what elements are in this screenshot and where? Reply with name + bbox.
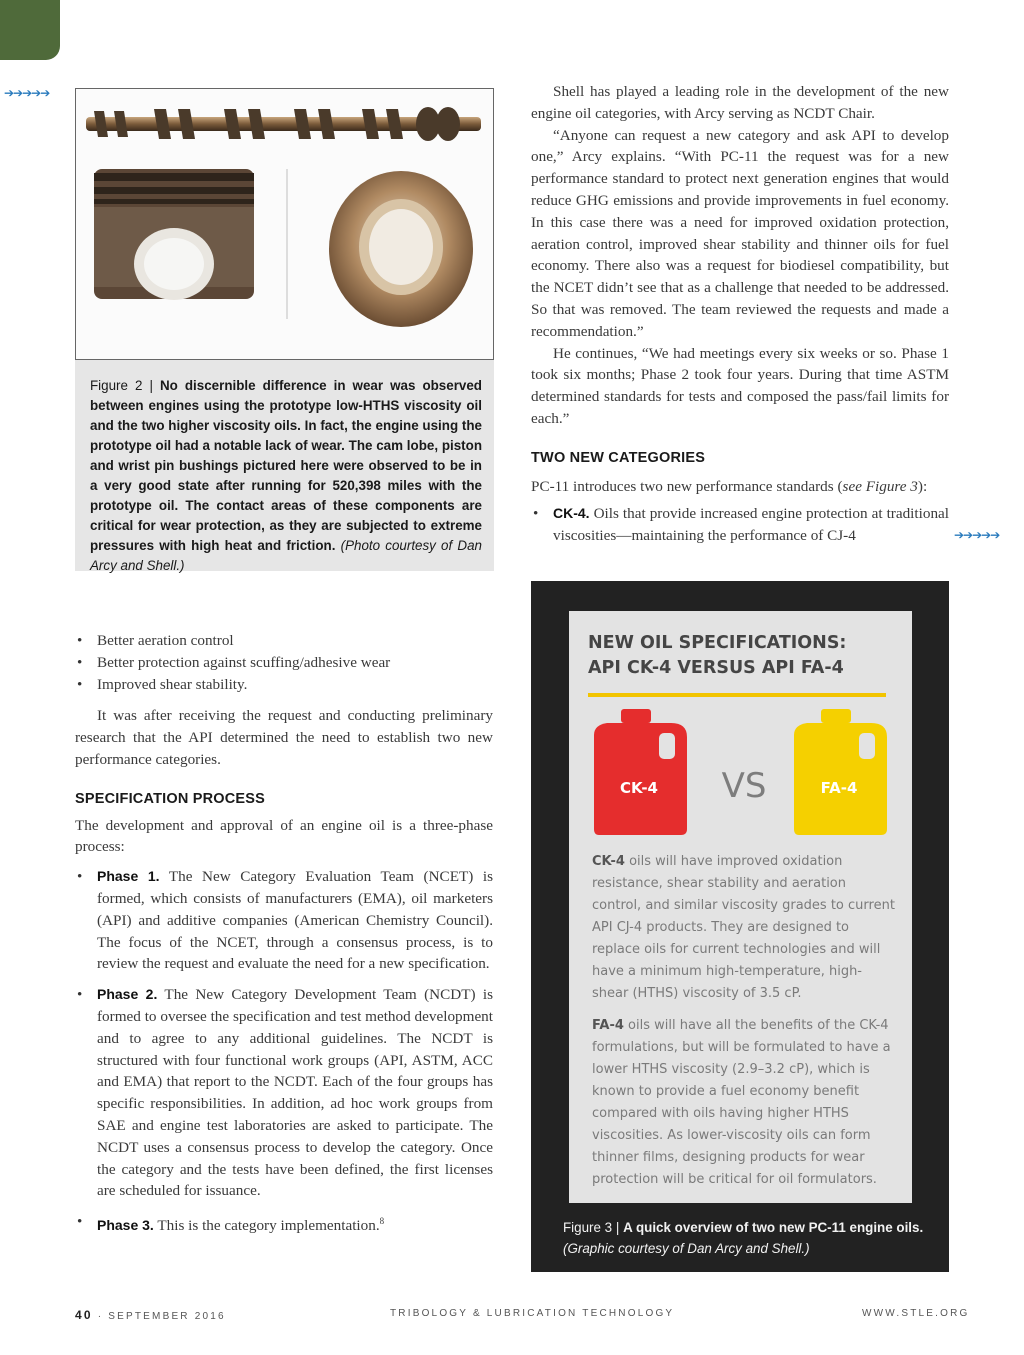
figure-3-caption <box>563 1217 933 1259</box>
fa4-jug-icon <box>794 709 887 835</box>
paragraph: Shell has played a leading role in the development of the new engine oil categories, with Arcy serving as NCDT Chair. <box>531 83 949 122</box>
engine-parts-photo <box>75 88 494 360</box>
figure-3-credit: (Graphic courtesy of Dan Arcy and Shell.) <box>563 1241 810 1256</box>
oil-jugs-graphic <box>589 707 899 837</box>
continue-arrows-icon: ➔➔➔➔➔ <box>954 528 1000 542</box>
paragraph: It was after receiving the request and conducting preliminary research that the API determined the need to establish two new performance categories. <box>75 707 493 768</box>
figure-2-caption <box>90 376 482 576</box>
fa4-description: FA-4 oils will have all the benefits of the CK-4 formulations, but will be formulated to have a lower HTHS viscosity (2.9–3.2 cP), which is known to provide a fuel economy benefit compared with oils having higher HTHS viscosities. As lower-viscosity oils can form thinner films, designing products for wear protection will be critical for oil formulators. <box>592 1018 891 1187</box>
page-number: 40 <box>75 1308 93 1322</box>
oil-spec-graphic <box>569 611 912 1203</box>
list-item: • Improved shear stability. <box>75 674 493 696</box>
section-tab <box>0 0 60 60</box>
list-item: • Phase 2. The New Category Development Team (NCDT) is formed to oversee the specification and test method development and to agree to any additional guidelines. The NCDT is structured with four functional work groups (API, ASTM, ACC and EMA) that report to the NCDT. Each of the four groups has specific responsibilities. In addition, ad hoc work groups from SAE and engine test laboratories are asked to participate. The NCDT uses a consensus process to develop the category. Once the category and the tests have been defined, the first licenses are scheduled for issuance. <box>75 984 493 1202</box>
list-item: • Phase 3. This is the category implementation.$^8$ <box>75 1211 493 1237</box>
figure-3 <box>531 581 949 1272</box>
figure-3-label: Figure 3 | <box>563 1220 620 1235</box>
list-item: • Better aeration control <box>75 630 493 652</box>
paragraph: He continues, “We had meetings every six weeks or so. Phase 1 took six months; Phase 2 took four years. During that time ASTM determined standards for tests and composed the pass/fail limits for each.” <box>531 344 949 427</box>
improvement-list <box>75 630 493 695</box>
title-underline <box>588 693 886 697</box>
continue-arrows-icon: ➔➔➔➔➔ <box>4 86 50 100</box>
vs-label: VS <box>721 766 767 806</box>
figure-2-caption-text: No discernible difference in wear was observed between engines using the prototype low-HTHS viscosity oil and the two higher viscosity oils. In fact, the engine using the prototype oil had a notable lack of wear. The cam lobe, piston and wrist pin bushings pictured here were observed to be in a very good state after running for 520,398 miles with the prototype oil. The contact areas of these components are critical for wear protection, as they are subjected to extreme pressures with high heat and friction. <box>90 378 482 553</box>
right-column-text <box>531 81 949 547</box>
issue-date: SEPTEMBER 2016 <box>108 1311 226 1322</box>
left-column-text <box>75 630 493 1237</box>
ck4-jug-icon <box>594 709 687 835</box>
intro-paragraph: PC-11 introduces two new performance standards (see Figure 3): <box>531 477 928 495</box>
ck4-description: CK-4 oils will have improved oxidation resistance, shear stability and aeration control, and similar viscosity grades to current API CJ-4 products. They are designed to replace oils for current technologies and will have a minimum high-temperature, high-shear (HTHS) viscosity of 3.5 cP. <box>592 854 895 1001</box>
figure-2-credit: (Photo courtesy of Dan Arcy and Shell.) <box>90 538 482 573</box>
intro-paragraph: The development and approval of an engine oil is a three-phase process: <box>75 816 493 856</box>
footer-page: 40 · SEPTEMBER 2016 <box>75 1308 226 1322</box>
section-heading: SPECIFICATION PROCESS <box>75 790 266 807</box>
list-item: • Better protection against scuffing/adhesive wear <box>75 652 493 674</box>
figure-2-label: Figure 2 | <box>90 378 153 393</box>
figure-3-caption-text: A quick overview of two new PC-11 engine oils. <box>623 1220 924 1235</box>
paragraph: “Anyone can request a new category and ask API to develop one,” Arcy explains. “With PC-11 the request was for a new performance standard to protect next generation engines that would reduce GHG emissions and provide improvements in fuel economy. In this case there was a need for improved oxidation protection, aeration control, improved shear stability and thinner oils for fuel economy. There also was a request for biodiesel compatibility, but the NCET didn’t see that as a challenge that needed to be addressed. So that was removed. The team reviewed the requests and made a recommendation.” <box>531 126 949 340</box>
publication-name: TRIBOLOGY & LUBRICATION TECHNOLOGY <box>390 1308 675 1319</box>
graphic-title: NEW OIL SPECIFICATIONS: API CK-4 VERSUS API FA-4 <box>588 633 847 678</box>
category-list <box>531 503 949 547</box>
list-item: • CK-4. Oils that provide increased engine protection at traditional viscosities—maintaining the performance of CJ-4 <box>531 503 949 547</box>
phase-list <box>75 866 493 1237</box>
ck4-jug-label: CK-4 <box>620 779 658 797</box>
site-url: WWW.STLE.ORG <box>862 1308 970 1319</box>
figure-2 <box>75 88 494 571</box>
list-item: • Phase 1. The New Category Evaluation Team (NCET) is formed, which consists of manufacturers (EMA), oil marketers (API) and additive companies (American Chemistry Council). The focus of the NCET, through a consensus process, is to review the request and evaluate the need for a new specification. <box>75 866 493 975</box>
section-heading: TWO NEW CATEGORIES <box>531 449 706 466</box>
fa4-jug-label: FA-4 <box>820 779 858 797</box>
